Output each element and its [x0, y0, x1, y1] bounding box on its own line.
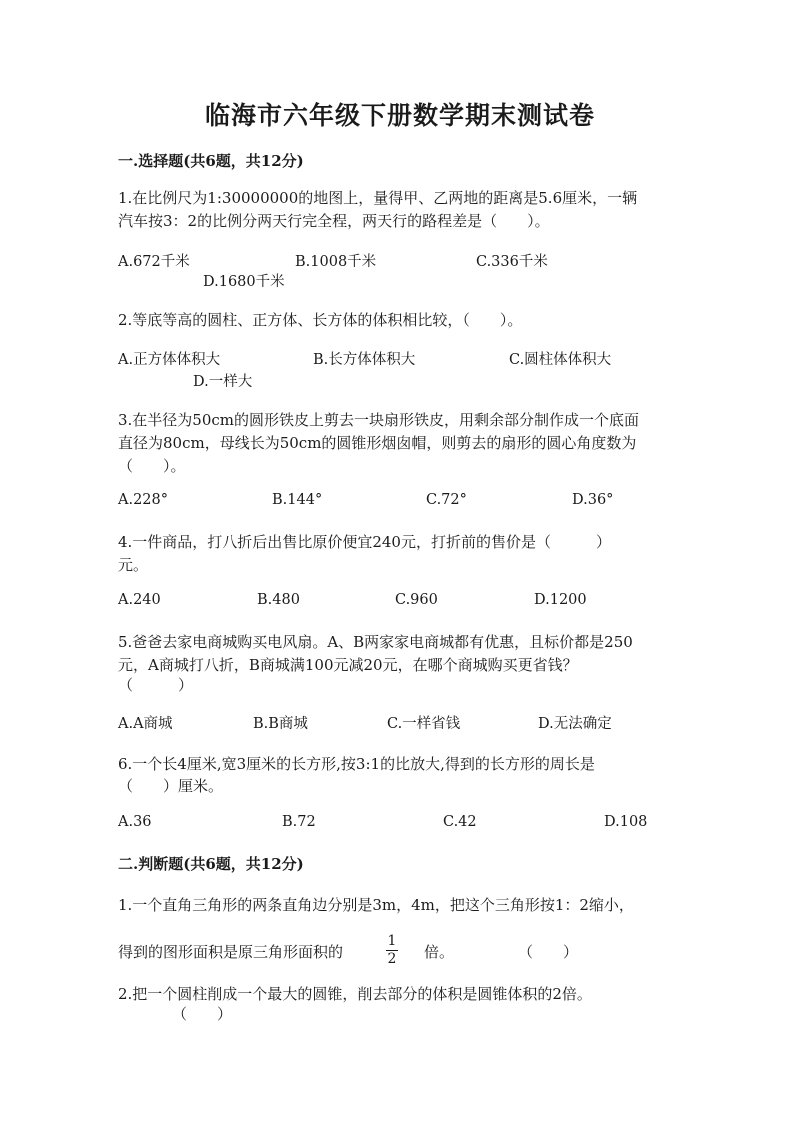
question-3-line-1: 3.在半径为50cm的圆形铁皮上剪去一块扇形铁皮，用剩余部分制作成一个底面 — [118, 411, 640, 429]
question-3-option-c: C.72° — [426, 492, 467, 508]
judgement-2-line-1: 2.把一个圆柱削成一个最大的圆锥，削去部分的体积是圆锥体积的2倍。 — [118, 985, 592, 1003]
page-title: 临海市六年级下册数学期末测试卷 — [204, 101, 595, 130]
question-5-option-b: B.B商城 — [253, 716, 308, 732]
question-5-line-3: （ ） — [118, 676, 194, 694]
question-4-line-2: 元。 — [118, 556, 149, 574]
question-3-line-3: （ ）。 — [118, 457, 186, 475]
question-4-option-d: D.1200 — [534, 592, 587, 608]
question-5-line-1: 5.爸爸去家电商城购买电风扇。A、B两家家电商城都有优惠，且标价都是250 — [118, 633, 633, 651]
fraction-denominator: 2 — [387, 951, 397, 967]
question-1-line-2: 汽车按3：2的比例分两天行完全程，两天行的路程差是（ ）。 — [118, 212, 550, 230]
question-6-option-a: A.36 — [118, 814, 152, 830]
question-3-line-2: 直径为80cm，母线长为50cm的圆锥形烟囱帽，则剪去的扇形的圆心角度数为 — [118, 434, 637, 452]
question-2-option-c: C.圆柱体体积大 — [509, 352, 612, 368]
judgement-2-answer-blank: （ ） — [172, 1005, 233, 1023]
fraction-one-half — [386, 934, 398, 967]
question-2-line-1: 2.等底等高的圆柱、正方体、长方体的体积相比较，（ ）。 — [118, 311, 523, 329]
section-heading-choice: 一.选择题(共6题，共12分) — [118, 152, 304, 170]
question-4-option-a: A.240 — [118, 592, 161, 608]
question-3-option-a: A.228° — [118, 492, 169, 508]
question-6-line-1: 6.一个长4厘米,宽3厘米的长方形,按3:1的比放大,得到的长方形的周长是 — [118, 755, 595, 773]
question-5-option-a: A.A商城 — [118, 716, 173, 732]
judgement-1-answer-blank: （ ） — [518, 943, 579, 961]
judgement-1-suffix: 倍。 — [424, 943, 455, 961]
question-1-option-c: C.336千米 — [476, 254, 548, 270]
fraction-numerator: 1 — [387, 933, 397, 949]
question-6-line-2: （ ）厘米。 — [118, 777, 224, 795]
question-1-option-d: D.1680千米 — [203, 274, 285, 290]
question-2-option-d: D.一样大 — [193, 374, 253, 390]
question-5-option-d: D.无法确定 — [538, 716, 612, 732]
question-2-option-b: B.长方体体积大 — [313, 352, 416, 368]
question-3-option-d: D.36° — [572, 492, 614, 508]
question-1-option-a: A.672千米 — [118, 254, 190, 270]
question-6-option-d: D.108 — [604, 814, 648, 830]
question-3-option-b: B.144° — [272, 492, 323, 508]
judgement-1-line-2: 得到的图形面积是原三角形面积的 — [118, 943, 344, 961]
question-1-option-b: B.1008千米 — [295, 254, 377, 270]
question-1-line-1: 1.在比例尺为1:30000000的地图上，量得甲、乙两地的距离是5.6厘米，一辆 — [118, 189, 638, 207]
question-4-line-1: 4.一件商品，打八折后出售比原价便宜240元，打折前的售价是（ ） — [118, 533, 611, 551]
question-4-option-b: B.480 — [257, 592, 300, 608]
question-6-option-b: B.72 — [282, 814, 316, 830]
section-heading-judgement: 二.判断题(共6题，共12分) — [118, 855, 304, 873]
question-5-option-c: C.一样省钱 — [387, 716, 461, 732]
question-5-line-2: 元，A商城打八折，B商城满100元减20元，在哪个商城购买更省钱？ — [118, 656, 578, 674]
judgement-1-line-1: 1.一个直角三角形的两条直角边分别是3m，4m，把这个三角形按1：2缩小， — [118, 896, 634, 914]
question-6-option-c: C.42 — [443, 814, 477, 830]
question-4-option-c: C.960 — [395, 592, 438, 608]
question-2-option-a: A.正方体体积大 — [118, 352, 221, 368]
